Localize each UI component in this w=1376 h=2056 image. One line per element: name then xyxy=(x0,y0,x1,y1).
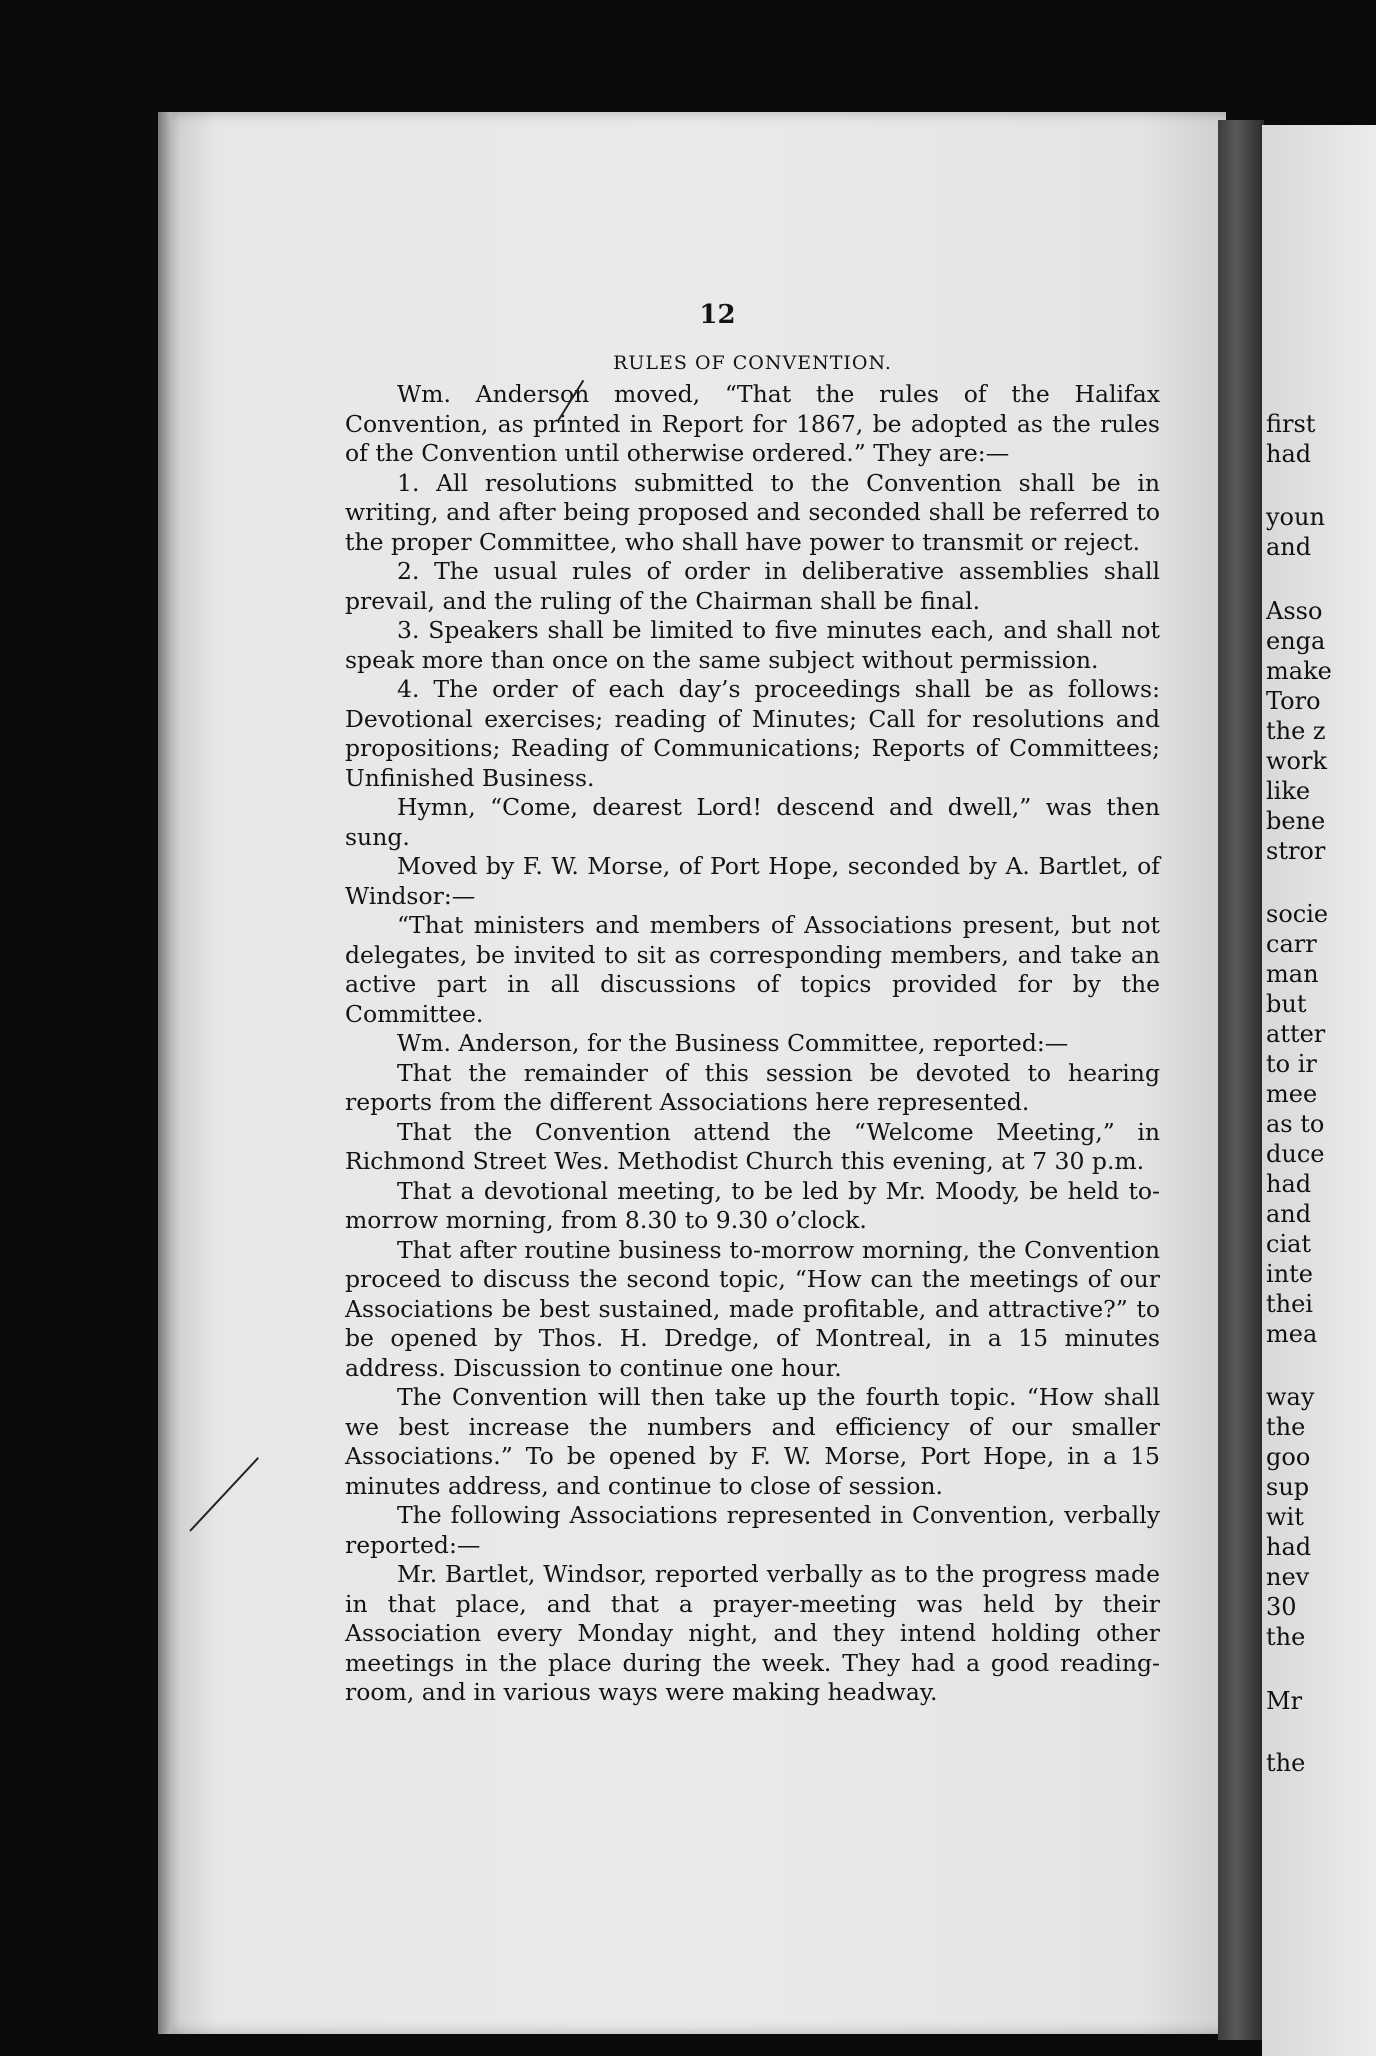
paragraph: The following Associations represented in Convention, verbally reported:— xyxy=(345,1501,1160,1559)
page-number: 12 xyxy=(699,300,736,330)
facing-page-fragment: had xyxy=(1266,440,1312,468)
facing-page-fragment: duce xyxy=(1266,1140,1325,1168)
facing-page-fragment: Toro xyxy=(1266,687,1321,715)
facing-page-fragment: make xyxy=(1266,657,1332,685)
facing-page-fragment: man xyxy=(1266,960,1319,988)
facing-page-fragment: 30 xyxy=(1266,1593,1297,1621)
facing-page-fragment: bene xyxy=(1266,807,1326,835)
paragraph: Hymn, “Come, dearest Lord! descend and dwell,” was then sung. xyxy=(345,793,1160,851)
facing-page-fragment: goo xyxy=(1266,1443,1311,1471)
paragraph: That after routine business to-morrow morning, the Convention proceed to discuss the second topic, “How can the meetings of our Associations be best sustained, made profitable, and attractive?” to be opened by Thos. H. Dredge, of Montreal, in a 15 minutes address. Discussion to continue one hour. xyxy=(345,1235,1160,1382)
facing-page-fragment: but xyxy=(1266,990,1307,1018)
facing-page-fragment: had xyxy=(1266,1533,1312,1561)
facing-page-fragment: mea xyxy=(1266,1320,1318,1348)
paragraph: “That ministers and members of Associations present, but not delegates, be invited to sit as corresponding members, and take an active part in all discussions of topics provided for by the Committee. xyxy=(345,911,1160,1028)
facing-page-fragment: and xyxy=(1266,533,1312,561)
paragraph: Wm. Anderson moved, “That the rules of the Halifax Convention, as printed in Report for 1867, be adopted as the rules of the Convention until otherwise ordered.” They are:— xyxy=(345,380,1160,467)
facing-page-fragment: work xyxy=(1266,747,1328,775)
facing-page-fragment: sup xyxy=(1266,1473,1310,1501)
paragraph: Moved by F. W. Morse, of Port Hope, seconded by A. Bartlet, of Windsor:— xyxy=(345,852,1160,910)
page-content xyxy=(345,300,1160,1708)
facing-page-fragment: the xyxy=(1266,1749,1306,1777)
facing-page-fragment: nev xyxy=(1266,1563,1310,1591)
facing-page-fragment: first xyxy=(1266,410,1316,438)
facing-page-fragment: Mr xyxy=(1266,1687,1303,1715)
facing-page-fragment: ciat xyxy=(1266,1230,1312,1258)
facing-page-fragment: the xyxy=(1266,1623,1306,1651)
facing-page-fragment: way xyxy=(1266,1383,1315,1411)
facing-page-fragment: mee xyxy=(1266,1080,1318,1108)
facing-page-fragment: carr xyxy=(1266,930,1317,958)
paragraph: That a devotional meeting, to be led by Mr. Moody, be held to-morrow morning, from 8.30 to 9.30 o’clock. xyxy=(345,1176,1160,1234)
book-gutter xyxy=(1218,120,1264,2040)
paragraph: Mr. Bartlet, Windsor, reported verbally as to the progress made in that place, and that a prayer-meeting was held by their Association every Monday night, and they intend holding other meetings in the place during the week. They had a good reading-room, and in various ways were making headway. xyxy=(345,1560,1160,1706)
paragraph: That the Convention attend the “Welcome Meeting,” in Richmond Street Wes. Methodist Church this evening, at 7 30 p.m. xyxy=(345,1117,1160,1175)
page-heading: RULES OF CONVENTION. xyxy=(613,352,892,374)
facing-page-fragment: the z xyxy=(1266,717,1326,745)
facing-page-fragment: stror xyxy=(1266,837,1326,865)
facing-page-fragment: to ir xyxy=(1266,1050,1317,1078)
facing-page-fragment: as to xyxy=(1266,1110,1325,1138)
paragraph: 3. Speakers shall be limited to five minutes each, and shall not speak more than once on the same subject without permission. xyxy=(345,616,1160,674)
facing-page-fragment: the xyxy=(1266,1413,1306,1441)
paragraph: Wm. Anderson, for the Business Committee, reported:— xyxy=(397,1029,1069,1057)
page-edge xyxy=(158,112,172,2034)
facing-page-fragment: inte xyxy=(1266,1260,1313,1288)
facing-page-fragment: and xyxy=(1266,1200,1312,1228)
facing-page-fragment: youn xyxy=(1266,503,1325,531)
paragraph: That the remainder of this session be devoted to hearing reports from the different Associations here represented. xyxy=(345,1058,1160,1116)
facing-page-fragment: Asso xyxy=(1266,597,1323,625)
facing-page-fragment: thei xyxy=(1266,1290,1313,1318)
paragraph: 2. The usual rules of order in deliberative assemblies shall prevail, and the ruling of the Chairman shall be final. xyxy=(345,557,1160,615)
facing-page-fragment: socie xyxy=(1266,900,1329,928)
paragraph: 1. All resolutions submitted to the Convention shall be in writing, and after being proposed and seconded shall be referred to the proper Committee, who shall have power to transmit or reject. xyxy=(345,468,1160,556)
facing-page-fragment: had xyxy=(1266,1170,1312,1198)
facing-page-fragment: wit xyxy=(1266,1503,1304,1531)
facing-page-fragment: like xyxy=(1266,777,1311,805)
facing-page-fragment: enga xyxy=(1266,627,1326,655)
facing-page-fragment: atter xyxy=(1266,1020,1326,1048)
paragraph: The Convention will then take up the fourth topic. “How shall we best increase the numbers and efficiency of our smaller Associations.” To be opened by F. W. Morse, Port Hope, in a 15 minutes address, and continue to close of session. xyxy=(345,1383,1160,1500)
facing-page xyxy=(1262,125,1376,2056)
paragraph: 4. The order of each day’s proceedings shall be as follows: Devotional exercises; reading of Minutes; Call for resolutions and propositions; Reading of Communications; Reports of Committees; Unfinished Business. xyxy=(345,675,1160,792)
